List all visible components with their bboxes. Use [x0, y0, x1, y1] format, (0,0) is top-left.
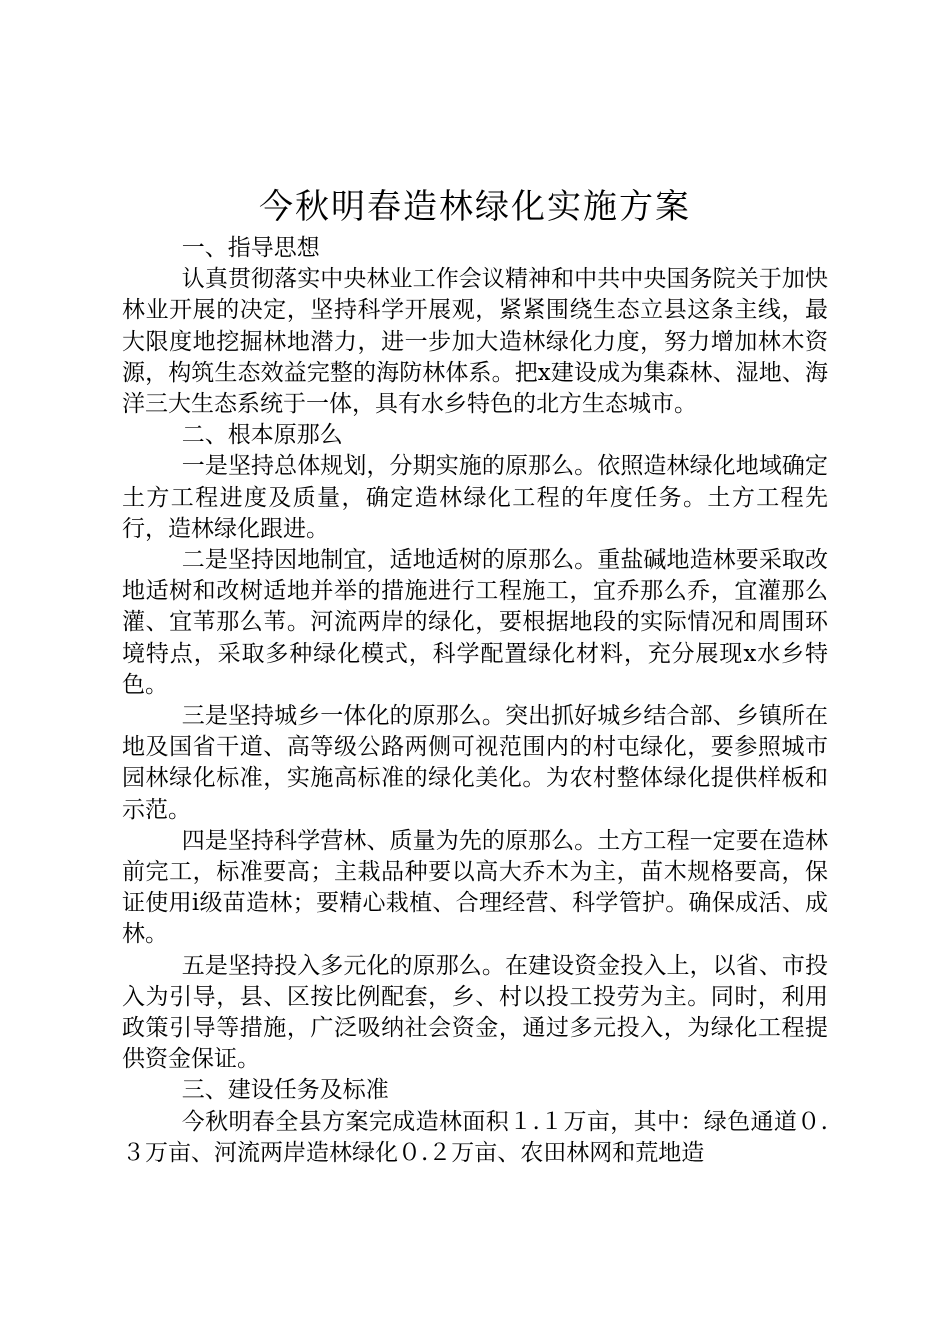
paragraph: 今秋明春全县方案完成造林面积１.１万亩，其中：绿色通道０.３万亩、河流两岸造林绿化０.２万亩、农田林网和荒地造 — [122, 1108, 828, 1166]
paragraph: 四是坚持科学营林、质量为先的原那么。土方工程一定要在造林前完工，标准要高；主栽品种要以高大乔木为主，苗木规格要高，保证使用ⅰ级苗造林；要精心栽植、合理经营、科学管护。确保成活、成林。 — [122, 827, 828, 948]
paragraph: 一是坚持总体规划，分期实施的原那么。依照造林绿化地域确定土方工程进度及质量，确定造林绿化工程的年度任务。土方工程先行，造林绿化跟进。 — [122, 453, 828, 542]
paragraph: 三是坚持城乡一体化的原那么。突出抓好城乡结合部、乡镇所在地及国省干道、高等级公路两侧可视范围内的村屯绿化，要参照城市园林绿化标准，实施高标准的绿化美化。为农村整体绿化提供样板和示范。 — [122, 703, 828, 823]
paragraph: 认真贯彻落实中央林业工作会议精神和中共中央国务院关于加快林业开展的决定，坚持科学开展观，紧紧围绕生态立县这条主线，最大限度地挖掘林地潜力，进一步加大造林绿化力度，努力增加林木资源，构筑生态效益完整的海防林体系。把x建设成为集森林、湿地、海洋三大生态系统于一体，具有水乡特色的北方生态城市。 — [122, 266, 828, 418]
paragraph: 五是坚持投入多元化的原那么。在建设资金投入上，以省、市投入为引导，县、区按比例配套，乡、村以投工投劳为主。同时，利用政策引导等措施，广泛吸纳社会资金，通过多元投入，为绿化工程提供资金保证。 — [122, 952, 828, 1073]
section-heading: 一、指导思想 — [181, 235, 320, 261]
paragraph: 二是坚持因地制宜，适地适树的原那么。重盐碱地造林要采取改地适树和改树适地并举的措施进行工程施工，宜乔那么乔，宜灌那么灌、宜苇那么苇。河流两岸的绿化，要根据地段的实际情况和周围环境特点，采取多种绿化模式，科学配置绿化材料，充分展现x水乡特色。 — [122, 547, 828, 698]
document-title: 今秋明春造林绿化实施方案 — [259, 187, 691, 227]
section-heading: 二、根本原那么 — [181, 422, 343, 449]
document-body — [122, 233, 828, 1169]
section-heading: 三、建设任务及标准 — [181, 1077, 389, 1104]
